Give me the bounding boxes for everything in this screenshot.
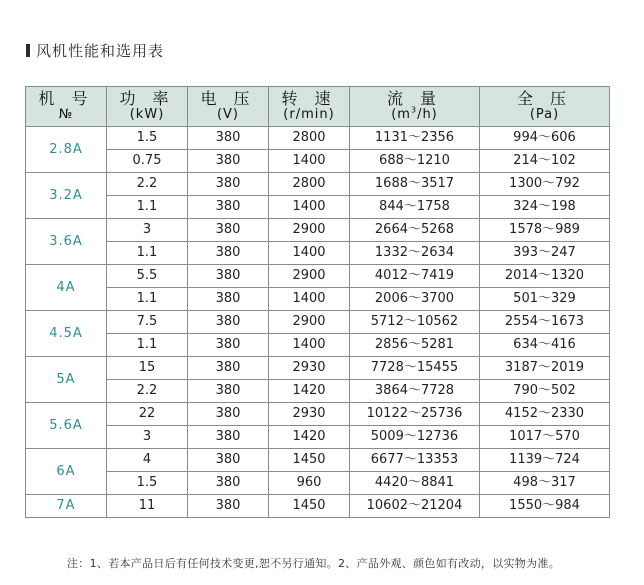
cell-speed: 2900: [269, 311, 350, 334]
cell-flow: 10602～21204: [350, 495, 480, 518]
cell-voltage: 380: [188, 127, 269, 150]
table-row: [26, 357, 610, 380]
cell-voltage: 380: [188, 173, 269, 196]
cell-speed: 1450: [269, 449, 350, 472]
cell-speed: 1400: [269, 196, 350, 219]
cell-model: 4.5A: [26, 311, 107, 357]
cell-pressure: 4152～2330: [480, 403, 610, 426]
cell-pressure: 498～317: [480, 472, 610, 495]
table-row: [26, 242, 610, 265]
header-flow: 流 量 $(m^3/h)$: [350, 87, 480, 127]
cell-voltage: 380: [188, 150, 269, 173]
cell-voltage: 380: [188, 426, 269, 449]
table-row: [26, 265, 610, 288]
cell-flow: 3864～7728: [350, 380, 480, 403]
cell-voltage: 380: [188, 196, 269, 219]
table-row: [26, 380, 610, 403]
cell-speed: 1420: [269, 380, 350, 403]
cell-pressure: 393～247: [480, 242, 610, 265]
table-row: [26, 196, 610, 219]
table-row: [26, 219, 610, 242]
cell-flow: 4012～7419: [350, 265, 480, 288]
cell-voltage: 380: [188, 380, 269, 403]
cell-speed: 1400: [269, 150, 350, 173]
cell-power: 2.2: [107, 173, 188, 196]
cell-flow: 1131～2356: [350, 127, 480, 150]
cell-power: 1.1: [107, 242, 188, 265]
cell-speed: 2930: [269, 357, 350, 380]
cell-pressure: 1017～570: [480, 426, 610, 449]
header-pressure: 全 压 (Pa): [480, 87, 610, 127]
cell-flow: 844～1758: [350, 196, 480, 219]
table-body: [26, 127, 610, 518]
cell-speed: 2800: [269, 127, 350, 150]
table-header-row: [26, 87, 610, 127]
cell-speed: 2800: [269, 173, 350, 196]
table-row: [26, 426, 610, 449]
cell-flow: 688～1210: [350, 150, 480, 173]
cell-pressure: 1550～984: [480, 495, 610, 518]
section-title: [26, 40, 164, 60]
cell-power: 15: [107, 357, 188, 380]
cell-speed: 2900: [269, 219, 350, 242]
cell-power: 3: [107, 219, 188, 242]
cell-voltage: 380: [188, 334, 269, 357]
cell-pressure: 994～606: [480, 127, 610, 150]
cell-flow: 6677～13353: [350, 449, 480, 472]
cell-flow: 2664～5268: [350, 219, 480, 242]
cell-model: 3.2A: [26, 173, 107, 219]
cell-speed: 1400: [269, 242, 350, 265]
table-row: [26, 173, 610, 196]
cell-flow: 10122～25736: [350, 403, 480, 426]
cell-speed: 960: [269, 472, 350, 495]
cell-voltage: 380: [188, 449, 269, 472]
cell-model: 3.6A: [26, 219, 107, 265]
page-title: 风机性能和选用表: [36, 41, 165, 60]
cell-flow: 5009～12736: [350, 426, 480, 449]
cell-pressure: 214～102: [480, 150, 610, 173]
cell-power: 0.75: [107, 150, 188, 173]
table-row: [26, 449, 610, 472]
cell-pressure: 1139～724: [480, 449, 610, 472]
cell-power: 4: [107, 449, 188, 472]
cell-power: 1.5: [107, 127, 188, 150]
cell-speed: 1400: [269, 288, 350, 311]
cell-power: 5.5: [107, 265, 188, 288]
cell-power: 7.5: [107, 311, 188, 334]
header-speed: 转 速 (r/min): [269, 87, 350, 127]
cell-voltage: 380: [188, 403, 269, 426]
cell-voltage: 380: [188, 265, 269, 288]
table-row: [26, 150, 610, 173]
table-row: [26, 127, 610, 150]
table-row: [26, 288, 610, 311]
cell-pressure: 324～198: [480, 196, 610, 219]
footnote: 注：1、若本产品日后有任何技术变更,恕不另行通知。2、产品外观、颜色如有改动，以实物为准。: [67, 557, 560, 570]
table-row: [26, 472, 610, 495]
fan-spec-table: [25, 86, 610, 518]
cell-power: 22: [107, 403, 188, 426]
cell-power: 1.1: [107, 288, 188, 311]
header-model: 机 号 №: [26, 87, 107, 127]
cell-flow: 5712～10562: [350, 311, 480, 334]
cell-voltage: 380: [188, 357, 269, 380]
cell-speed: 1420: [269, 426, 350, 449]
cell-speed: 1450: [269, 495, 350, 518]
cell-power: 3: [107, 426, 188, 449]
cell-pressure: 501～329: [480, 288, 610, 311]
cell-voltage: 380: [188, 288, 269, 311]
cell-model: 5A: [26, 357, 107, 403]
cell-power: 2.2: [107, 380, 188, 403]
cell-pressure: 790～502: [480, 380, 610, 403]
cell-pressure: 634～416: [480, 334, 610, 357]
cell-voltage: 380: [188, 242, 269, 265]
cell-pressure: 1300～792: [480, 173, 610, 196]
cell-power: 1.5: [107, 472, 188, 495]
cell-power: 1.1: [107, 196, 188, 219]
header-voltage: 电 压 (V): [188, 87, 269, 127]
table-row: [26, 495, 610, 518]
cell-model: 4A: [26, 265, 107, 311]
cell-flow: 2006～3700: [350, 288, 480, 311]
cell-voltage: 380: [188, 311, 269, 334]
table-row: [26, 311, 610, 334]
cell-power: 11: [107, 495, 188, 518]
cell-model: 5.6A: [26, 403, 107, 449]
cell-model: 6A: [26, 449, 107, 495]
table-row: [26, 403, 610, 426]
cell-model: 2.8A: [26, 127, 107, 173]
cell-flow: 1688～3517: [350, 173, 480, 196]
cell-pressure: 1578～989: [480, 219, 610, 242]
cell-speed: 1400: [269, 334, 350, 357]
cell-flow: 1332～2634: [350, 242, 480, 265]
cell-pressure: 2554～1673: [480, 311, 610, 334]
cell-speed: 2930: [269, 403, 350, 426]
cell-flow: 2856～5281: [350, 334, 480, 357]
table-row: [26, 334, 610, 357]
cell-voltage: 380: [188, 495, 269, 518]
cell-voltage: 380: [188, 219, 269, 242]
cell-power: 1.1: [107, 334, 188, 357]
cell-voltage: 380: [188, 472, 269, 495]
header-power: 功 率 (kW): [107, 87, 188, 127]
cell-pressure: 2014～1320: [480, 265, 610, 288]
cell-flow: 7728～15455: [350, 357, 480, 380]
title-bullet: [26, 44, 30, 57]
cell-pressure: 3187～2019: [480, 357, 610, 380]
cell-flow: 4420～8841: [350, 472, 480, 495]
cell-speed: 2900: [269, 265, 350, 288]
cell-model: 7A: [26, 495, 107, 518]
